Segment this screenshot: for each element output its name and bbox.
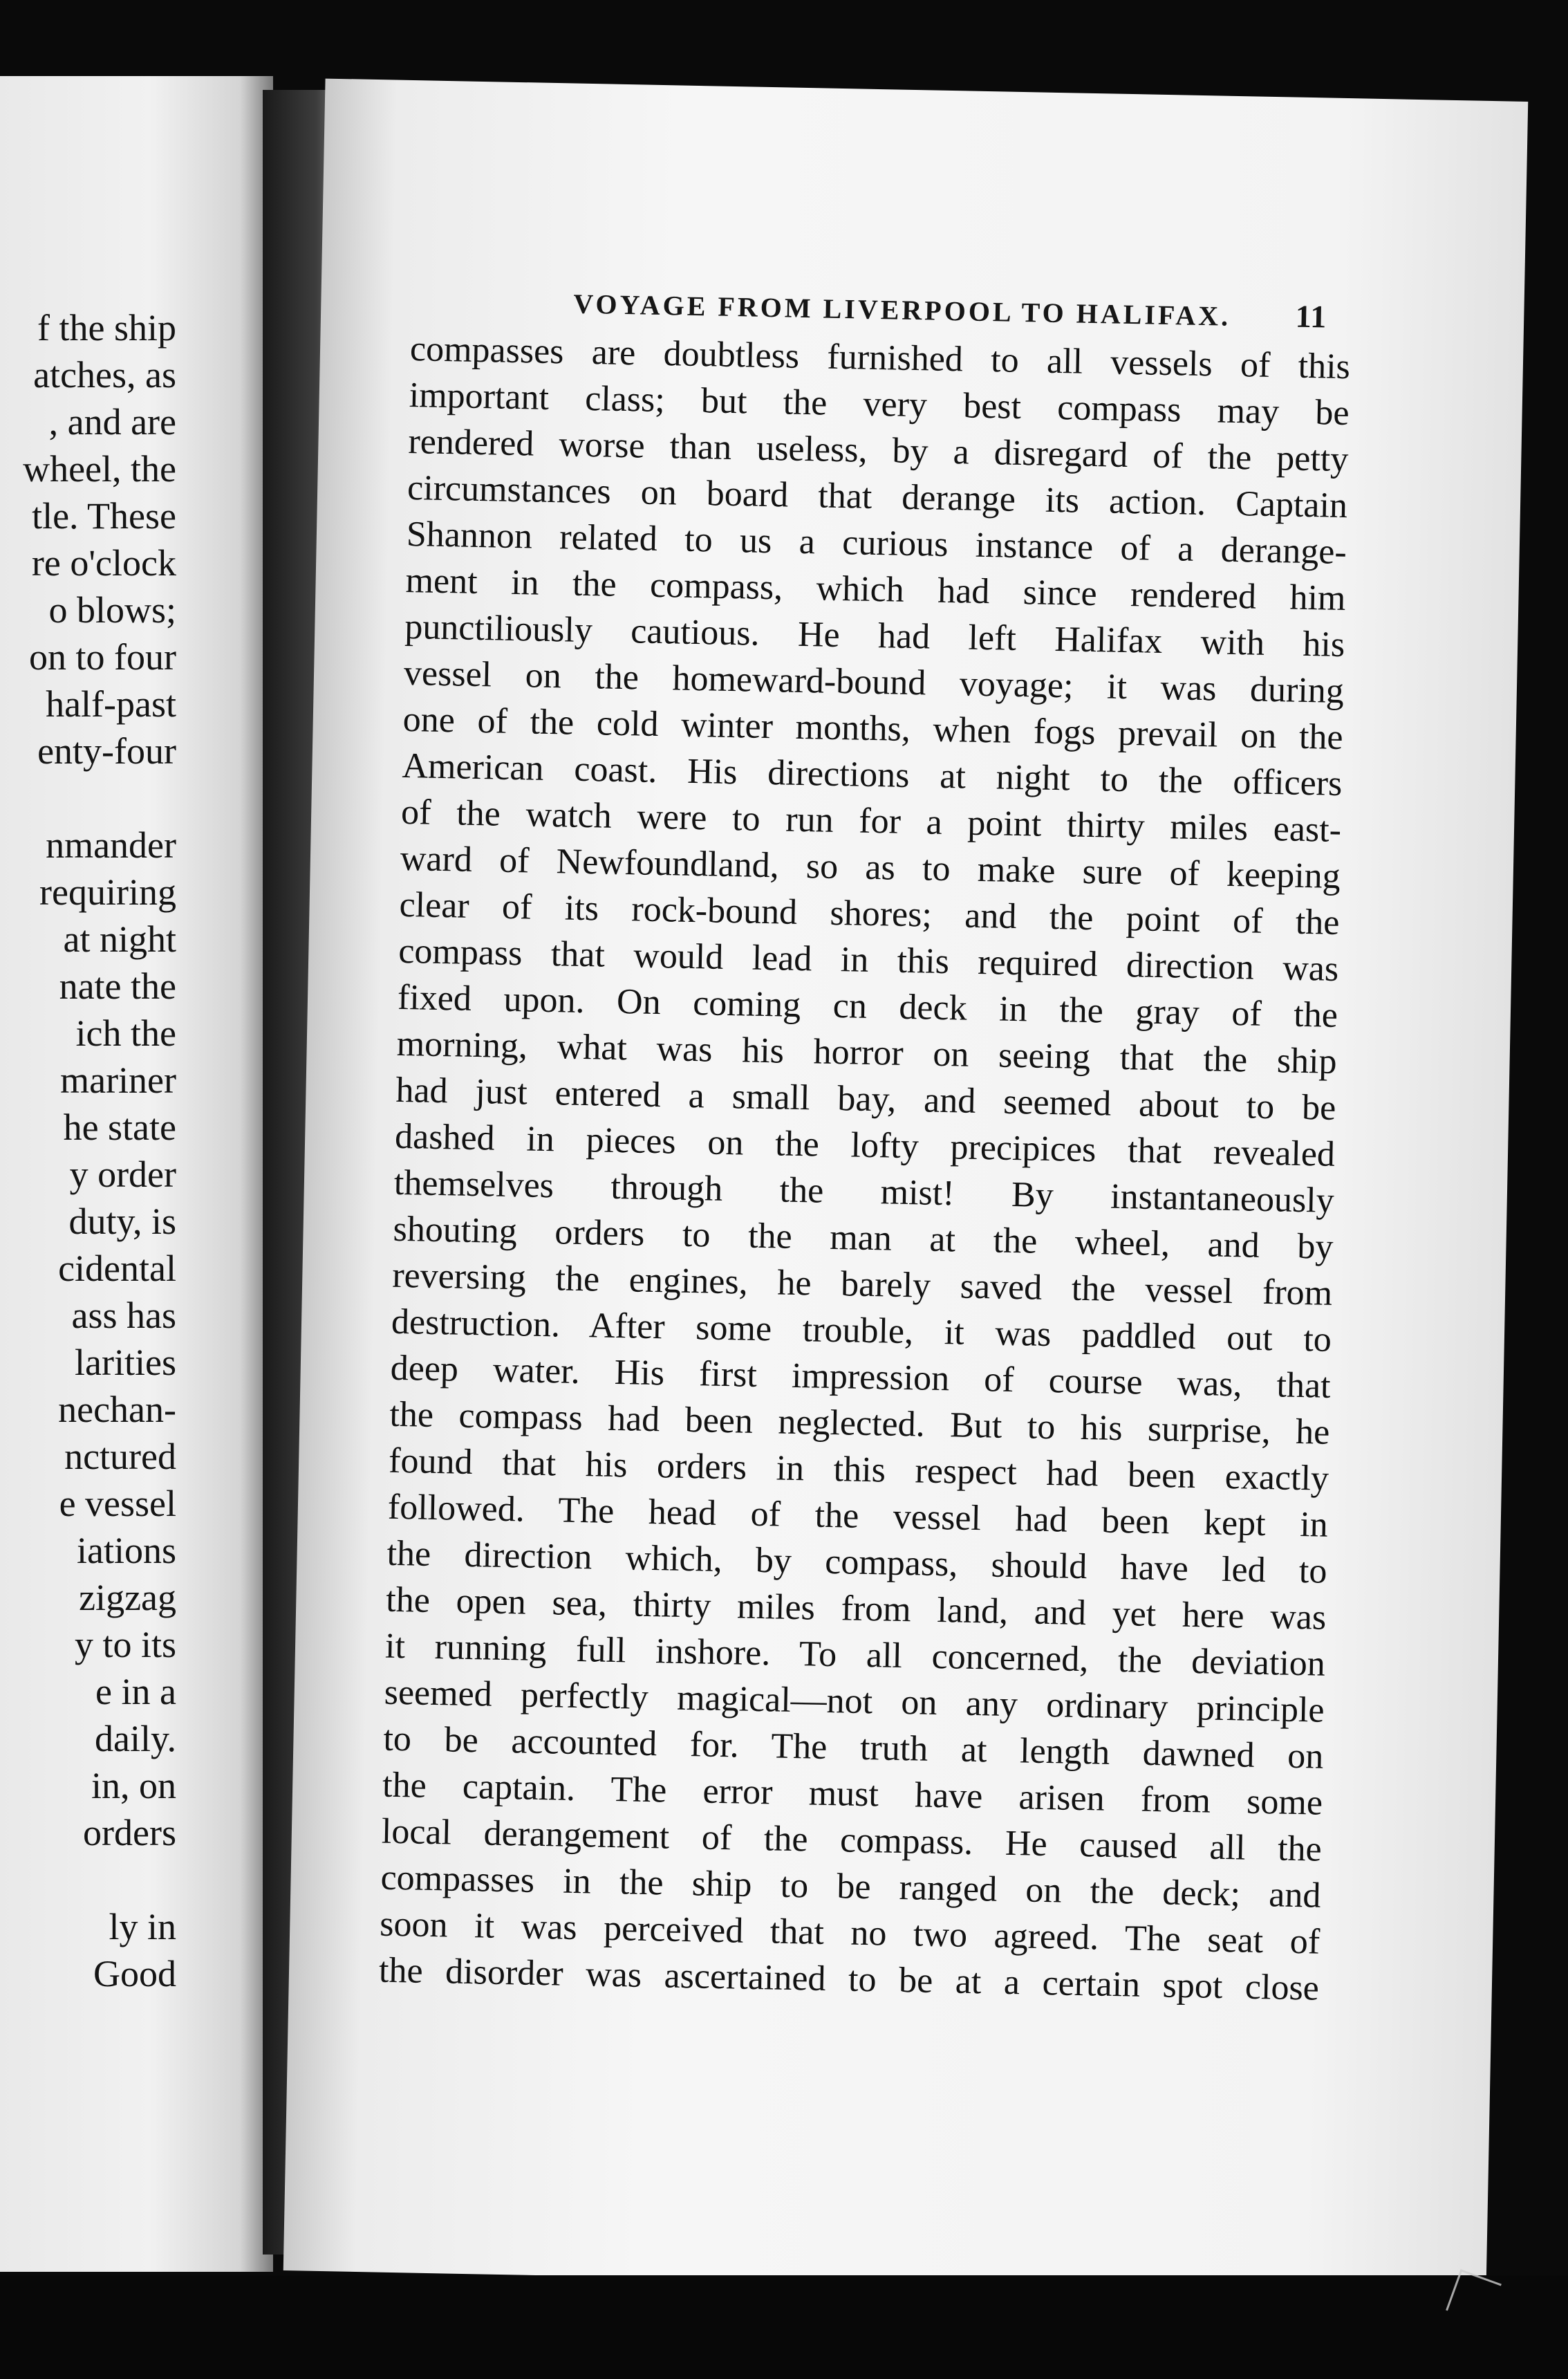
text-line: punctiliously cautious. He had left Halifax with his	[404, 607, 1345, 665]
left-page-line: ass has	[71, 1295, 176, 1336]
text-line: compasses in the ship to be ranged on the deck; and	[380, 1858, 1321, 1916]
left-page-line: atches, as	[33, 354, 176, 396]
left-page-line: wheel, the	[23, 448, 176, 490]
text-line: ward of Newfoundland, so as to make sure of keeping	[400, 838, 1341, 896]
text-line: fixed upon. On coming cn deck in the gray of the	[397, 977, 1338, 1035]
left-page-line: ich the	[75, 1012, 176, 1054]
text-line: the disorder was ascertained to be at a certain spot close	[378, 1950, 1320, 2008]
left-page-line: he state	[63, 1107, 176, 1148]
left-page-line: y order	[69, 1154, 176, 1195]
text-line: local derangement of the compass. He caused all the	[381, 1811, 1323, 1869]
left-page-line: e vessel	[59, 1483, 176, 1524]
running-head	[573, 284, 1327, 335]
left-page-line: zigzag	[79, 1577, 176, 1618]
left-page-line: re o'clock	[31, 542, 176, 584]
text-line: the compass had been neglected. But to his surprise, he	[389, 1394, 1330, 1452]
text-line: dashed in pieces on the lofty precipices that revealed	[394, 1116, 1336, 1174]
text-line: of the watch were to run for a point thirty miles east-	[400, 792, 1342, 850]
left-page-line: orders	[83, 1812, 176, 1853]
text-line: the open sea, thirty miles from land, and yet here was	[385, 1580, 1327, 1638]
left-page-line: , and are	[48, 401, 176, 443]
left-page-line: cidental	[58, 1248, 176, 1289]
text-line: morning, what was his horror on seeing that the ship	[396, 1024, 1338, 1082]
text-line: the captain. The error must have arisen from some	[382, 1765, 1323, 1823]
left-page-line: on to four	[29, 636, 176, 678]
text-line: Shannon related to us a curious instance of a derange-	[406, 514, 1347, 573]
left-page-line: in, on	[91, 1765, 176, 1806]
text-line: American coast. His directions at night to the officers	[401, 746, 1343, 804]
body-text	[378, 326, 1350, 2012]
left-page-line: nmander	[46, 824, 176, 866]
left-page-line: nechan-	[58, 1389, 176, 1430]
left-page-line: duty, is	[68, 1201, 176, 1242]
text-line: clear of its rock-bound shores; and the point of the	[399, 885, 1340, 943]
text-line: themselves through the mist! By instantaneously	[393, 1163, 1335, 1221]
text-line: vessel on the homeward-bound voyage; it was during	[403, 653, 1345, 712]
text-line: circumstances on board that derange its action. Captain	[407, 468, 1348, 526]
text-line: it running full inshore. To all concerned, the deviation	[384, 1626, 1326, 1684]
text-line: ment in the compass, which had since rendered him	[405, 560, 1346, 619]
left-page-line: requiring	[39, 871, 176, 913]
left-page-line: larities	[75, 1342, 176, 1383]
text-line: destruction. After some trouble, it was paddled out to	[391, 1302, 1332, 1360]
text-line: compasses are doubtless furnished to all vessels of this	[409, 329, 1351, 387]
bottom-shadow	[0, 2275, 1568, 2379]
left-page-line: daily.	[95, 1718, 176, 1759]
text-line: one of the cold winter months, when fogs prevail on the	[402, 699, 1344, 758]
left-facing-page	[0, 76, 273, 2272]
left-page-text	[0, 76, 176, 2272]
left-page-line: Good	[93, 1953, 176, 1994]
text-line: deep water. His first impression of course was, that	[390, 1348, 1332, 1406]
left-page-line: o blows;	[48, 589, 176, 631]
page-number: 11	[1295, 298, 1327, 335]
left-page-line: nctured	[64, 1436, 176, 1477]
text-line: compass that would lead in this required direction was	[398, 931, 1339, 989]
left-page-line: y to its	[74, 1624, 176, 1665]
text-line: the direction which, by compass, should have led to	[386, 1533, 1327, 1591]
left-page-line: mariner	[60, 1059, 176, 1101]
text-line: followed. The head of the vessel had been kept in	[387, 1487, 1329, 1545]
text-line: shouting orders to the man at the wheel, and by	[393, 1209, 1334, 1267]
text-line: rendered worse than useless, by a disregard of the petty	[407, 421, 1349, 480]
text-line: important class; but the very best compass may be	[409, 376, 1350, 434]
left-page-line: iations	[77, 1530, 176, 1571]
text-line: to be accounted for. The truth at length dawned on	[382, 1719, 1324, 1777]
text-line: found that his orders in this respect had been exactly	[388, 1441, 1329, 1499]
right-page	[283, 79, 1529, 2294]
left-page-line: ly in	[109, 1906, 176, 1947]
running-title: VOYAGE FROM LIVERPOOL TO HALIFAX.	[572, 288, 1231, 332]
text-line: soon it was perceived that no two agreed. The seat of	[379, 1904, 1320, 1962]
left-page-line: tle. These	[32, 495, 176, 537]
left-page-line: f the ship	[37, 307, 176, 349]
left-page-line: nate the	[59, 965, 176, 1007]
left-page-line: enty-four	[37, 730, 176, 772]
text-line: seemed perfectly magical—not on any ordinary principle	[384, 1672, 1325, 1730]
text-line: reversing the engines, he barely saved the vessel from	[391, 1255, 1333, 1313]
left-page-line: half-past	[46, 683, 176, 725]
left-page-line: at night	[63, 918, 176, 960]
text-line: had just entered a small bay, and seemed about to be	[395, 1070, 1336, 1128]
left-page-line: e in a	[95, 1671, 176, 1712]
